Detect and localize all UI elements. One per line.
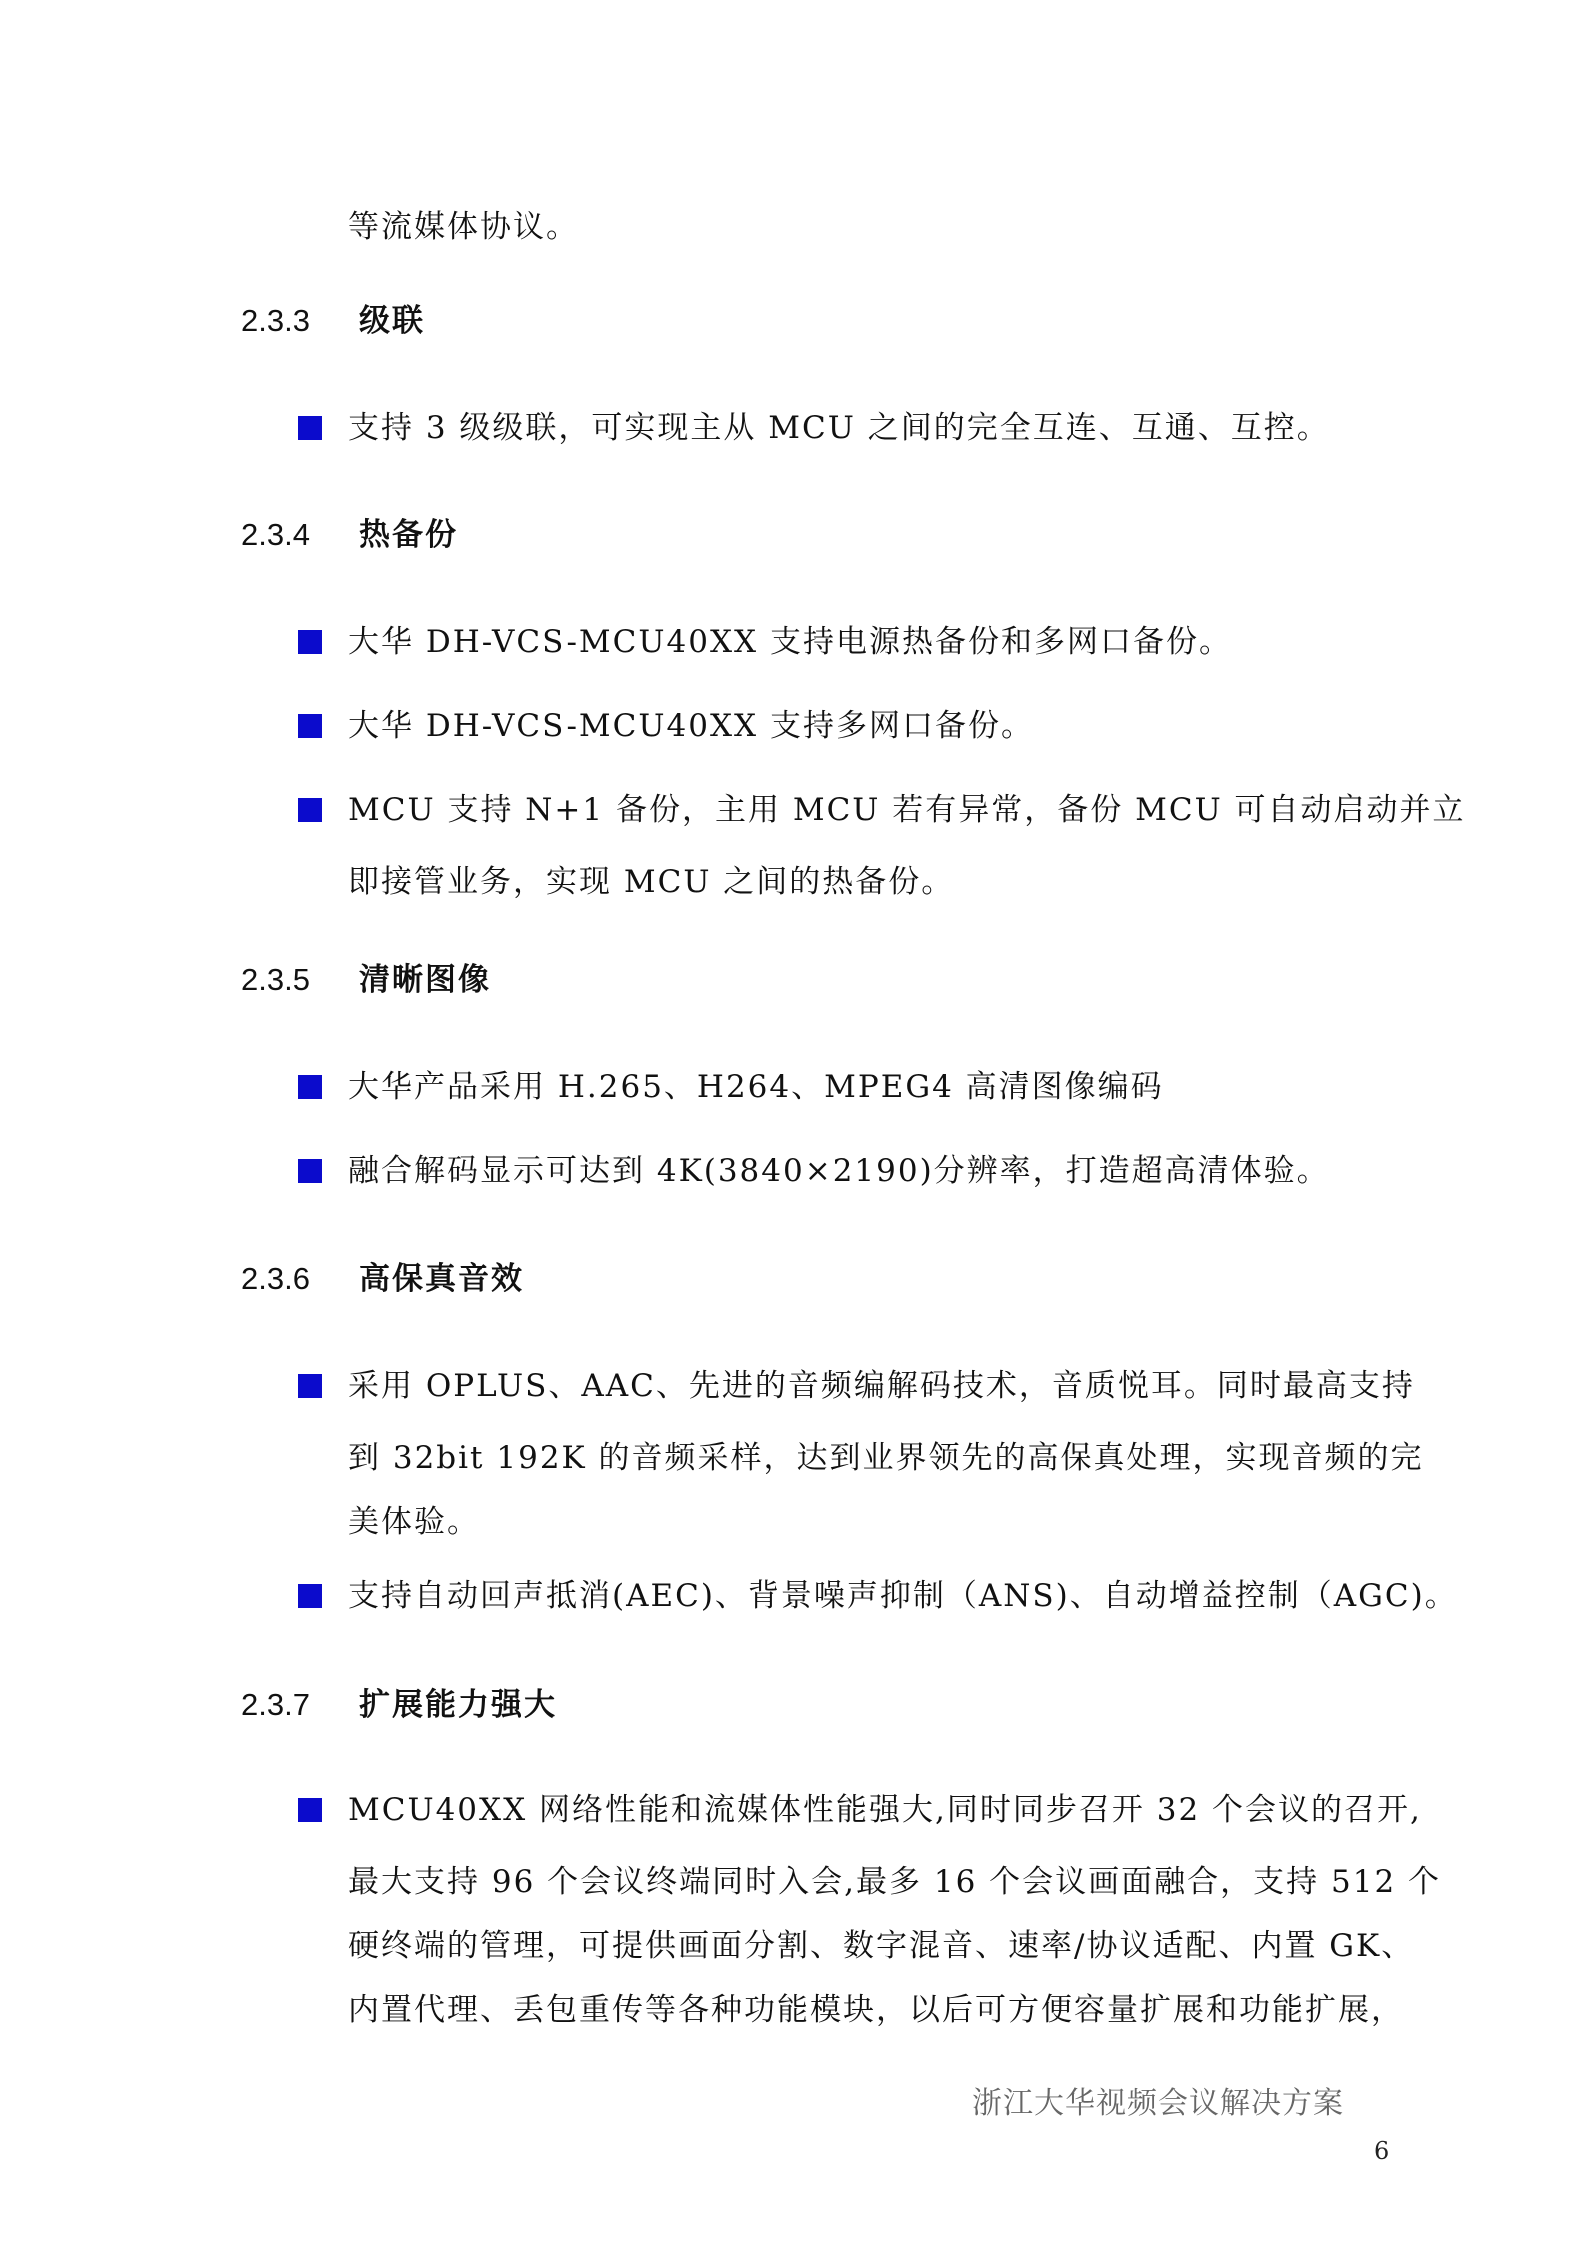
section-title: 清晰图像	[359, 962, 491, 998]
continuation-text: 等流媒体协议。	[348, 209, 579, 245]
bullet-text: 融合解码显示可达到 4K(3840×2190)分辨率，打造超高清体验。	[348, 1153, 1330, 1189]
bullet-square-icon	[298, 714, 322, 738]
bullet-square-icon	[298, 1584, 322, 1608]
section-heading-2-3-7	[241, 1685, 557, 1725]
bullet-text-continued: 硬终端的管理，可提供画面分割、数字混音、速率/协议适配、内置 GK、	[348, 1928, 1415, 1964]
section-title: 级联	[359, 303, 425, 339]
footer-document-title: 浙江大华视频会议解决方案	[972, 2086, 1344, 2121]
section-number: 2.3.3	[241, 303, 310, 338]
section-heading-2-3-6	[241, 1259, 524, 1299]
bullet-square-icon	[298, 1798, 322, 1822]
bullet-text: 大华产品采用 H.265、H264、MPEG4 高清图像编码	[348, 1069, 1164, 1105]
section-title: 高保真音效	[359, 1261, 524, 1297]
bullet-square-icon	[298, 798, 322, 822]
bullet-square-icon	[298, 630, 322, 654]
bullet-text-continued: 美体验。	[348, 1504, 480, 1540]
bullet-text-continued: 即接管业务，实现 MCU 之间的热备份。	[348, 864, 955, 900]
section-number: 2.3.5	[241, 962, 310, 997]
bullet-text-continued: 最大支持 96 个会议终端同时入会,最多 16 个会议画面融合，支持 512 个	[348, 1864, 1442, 1900]
bullet-text: 采用 OPLUS、AAC、先进的音频编解码技术，音质悦耳。同时最高支持	[348, 1368, 1415, 1404]
bullet-text-continued: 内置代理、丢包重传等各种功能模块，以后可方便容量扩展和功能扩展，	[348, 1992, 1404, 2028]
section-title: 扩展能力强大	[359, 1687, 557, 1723]
bullet-text: MCU40XX 网络性能和流媒体性能强大,同时同步召开 32 个会议的召开,	[348, 1792, 1422, 1828]
bullet-text-continued: 到 32bit 192K 的音频采样，达到业界领先的高保真处理，实现音频的完	[348, 1440, 1424, 1476]
bullet-square-icon	[298, 416, 322, 440]
section-heading-2-3-3	[241, 301, 425, 341]
bullet-text: 支持 3 级级联，可实现主从 MCU 之间的完全互连、互通、互控。	[348, 410, 1330, 446]
section-number: 2.3.4	[241, 517, 310, 552]
section-number: 2.3.7	[241, 1687, 310, 1722]
bullet-text: 大华 DH-VCS-MCU40XX 支持多网口备份。	[348, 708, 1034, 744]
bullet-text: MCU 支持 N+1 备份，主用 MCU 若有异常，备份 MCU 可自动启动并立	[348, 792, 1466, 828]
section-title: 热备份	[359, 517, 458, 553]
page-number: 6	[1374, 2137, 1390, 2165]
bullet-text: 支持自动回声抵消(AEC)、背景噪声抑制（ANS)、自动增益控制（AGC)。	[348, 1578, 1458, 1614]
bullet-square-icon	[298, 1159, 322, 1183]
bullet-square-icon	[298, 1374, 322, 1398]
bullet-text: 大华 DH-VCS-MCU40XX 支持电源热备份和多网口备份。	[348, 624, 1232, 660]
bullet-square-icon	[298, 1075, 322, 1099]
section-number: 2.3.6	[241, 1261, 310, 1296]
section-heading-2-3-5	[241, 960, 491, 1000]
section-heading-2-3-4	[241, 515, 458, 555]
